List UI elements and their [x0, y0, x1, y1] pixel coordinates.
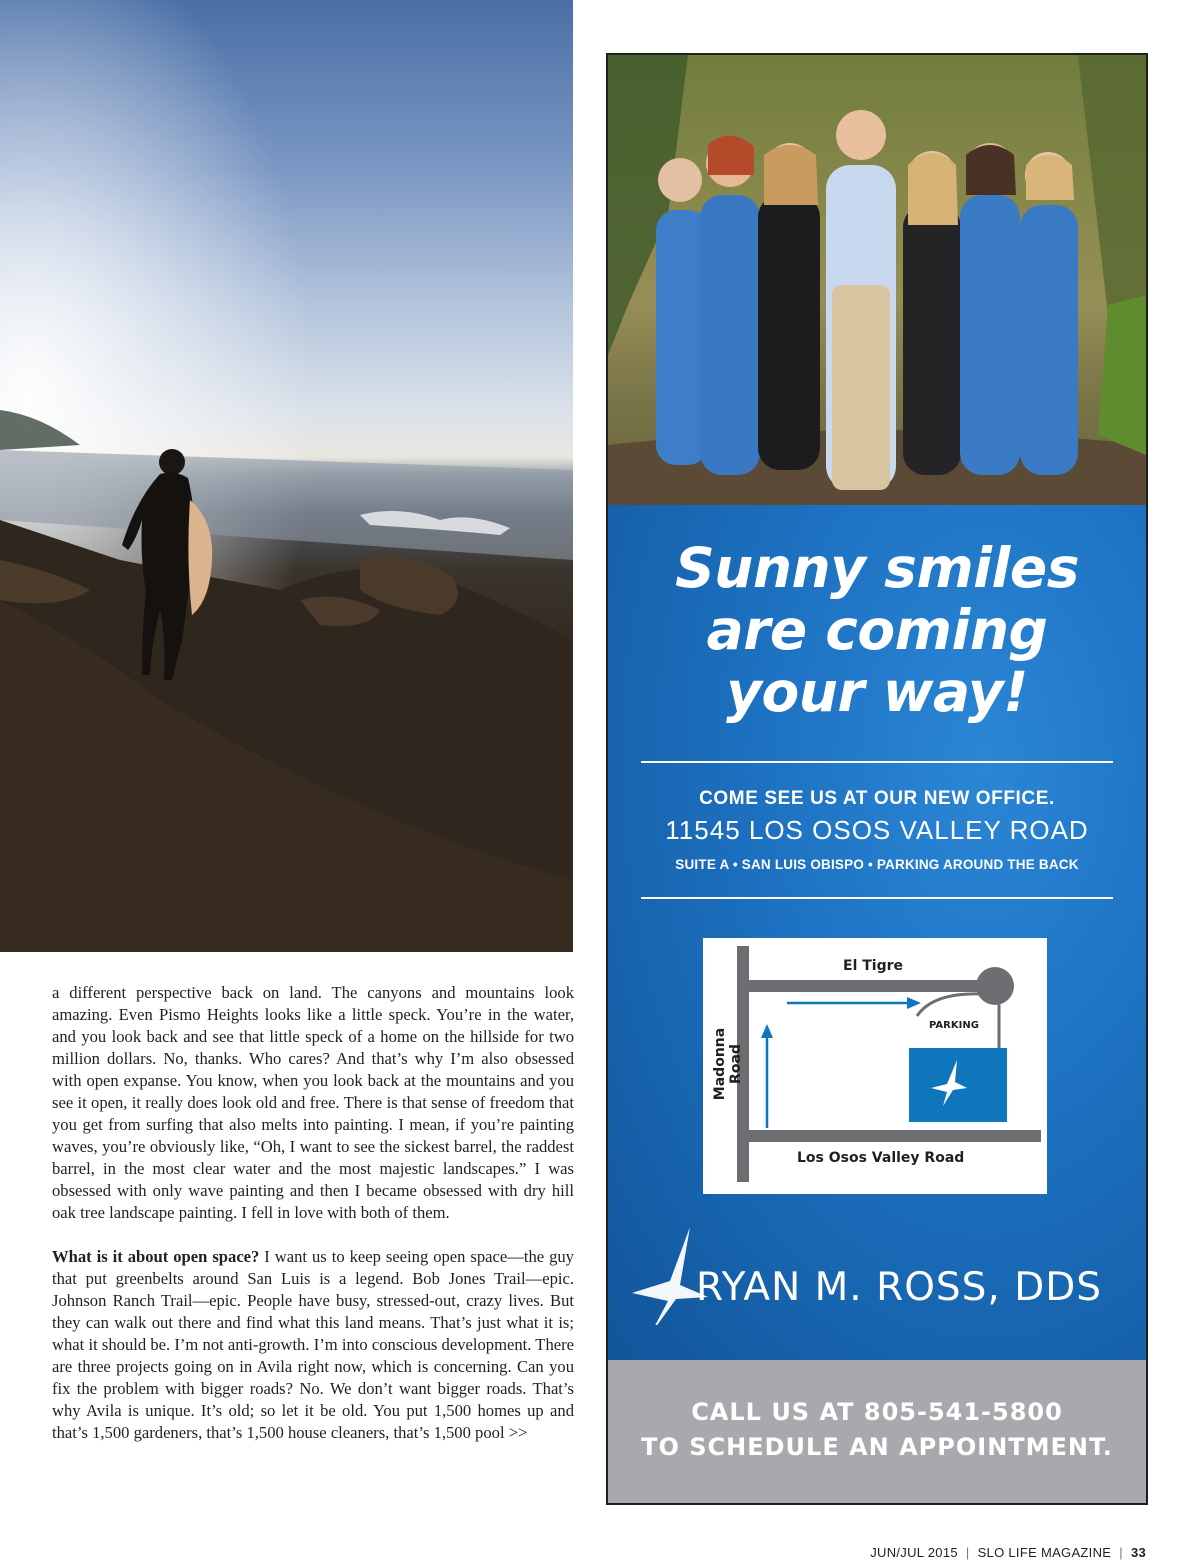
map-label-madonna: Madonna Road	[712, 1027, 744, 1101]
article-paragraph	[52, 1246, 574, 1444]
el-tigre-road	[743, 980, 987, 992]
footer-magazine: SLO LIFE MAGAZINE	[977, 1545, 1112, 1560]
directions-map	[703, 938, 1047, 1194]
office-address: 11545 LOS OSOS VALLEY ROAD	[665, 815, 1089, 845]
arrow-head-icon	[761, 1024, 773, 1038]
headline-line: your way!	[726, 660, 1028, 724]
page-number: 33	[1130, 1545, 1146, 1560]
cul-de-sac	[976, 967, 1014, 1005]
map-label-los-osos: Los Osos Valley Road	[797, 1150, 965, 1166]
call-schedule: TO SCHEDULE AN APPOINTMENT.	[641, 1433, 1113, 1461]
headline-line: Sunny smiles	[675, 536, 1079, 600]
article-body	[52, 982, 574, 1466]
office-invite: COME SEE US AT OUR NEW OFFICE.	[699, 788, 1055, 809]
footer-issue: JUN/JUL 2015	[870, 1545, 958, 1560]
dental-advertisement	[608, 55, 1146, 1503]
interview-answer: I want us to keep seeing open space—the guy that put greenbelts around San Luis is a legend. Bob Jones Trail—epic. Johnson Ranch Trail—epic. People have busy, stressed-out, crazy lives. But they can walk out there and find what this land means. That’s just what it is; what it should be. I’m not anti-growth. I’m into conscious development. There are three projects going on in Avila right now, which is concerning. Can you fix the problem with bigger roads? No. We don’t want bigger roads. That’s why Avila is unique. It’s old; so let it be old. You put 1,500 homes up and that’s 1,500 gardeners, that’s 1,500 house cleaners, that’s 1,500 pool >>	[52, 1247, 574, 1442]
office-details: SUITE A • SAN LUIS OBISPO • PARKING AROUND THE BACK	[675, 857, 1079, 872]
footer-separator: |	[965, 1545, 970, 1560]
ad-call-panel	[608, 1360, 1146, 1503]
map-label-el-tigre: El Tigre	[843, 958, 904, 974]
ad-headline	[608, 537, 1146, 723]
footer-separator: |	[1119, 1545, 1123, 1560]
brand-name: RYAN M. ROSS, DDS	[696, 1265, 1103, 1310]
parking-drive	[917, 994, 983, 1016]
divider	[641, 761, 1113, 763]
divider	[641, 897, 1113, 899]
call-phone: CALL US AT 805-541-5800	[691, 1398, 1063, 1426]
article-paragraph: a different perspective back on land. The canyons and mountains look amazing. Even Pismo Heights looks like a little speck. You’re in the water, and you look back and see that little speck of a home on the hillside for two million dollars. No, thanks. Who cares? And that’s why I’m also obsessed with open expanse. You know, when you look back at the mountains and you see it open, it really does look old and free. There is that sense of freedom that you get from surfing that also melts into painting. I mean, if you’re painting waves, you’re obviously like, “Oh, I want to see the sickest barrel, the raddest barrel, in the most clear water and the most majestic landscapes.” I was obsessed with only wave painting and then I became obsessed with dry hill oak tree landscape painting. I fell in love with both of them.	[52, 983, 574, 1222]
surfer-photo	[0, 0, 573, 952]
surfer-photo-art	[0, 0, 573, 952]
arrow-head-icon	[907, 997, 921, 1009]
los-osos-valley-road	[743, 1130, 1041, 1142]
map-label-parking: PARKING	[929, 1020, 979, 1031]
headline-line: are coming	[706, 598, 1048, 662]
staff-photo-art	[608, 55, 1146, 505]
staff-photo	[608, 55, 1146, 505]
interview-question: What is it about open space?	[52, 1247, 260, 1266]
